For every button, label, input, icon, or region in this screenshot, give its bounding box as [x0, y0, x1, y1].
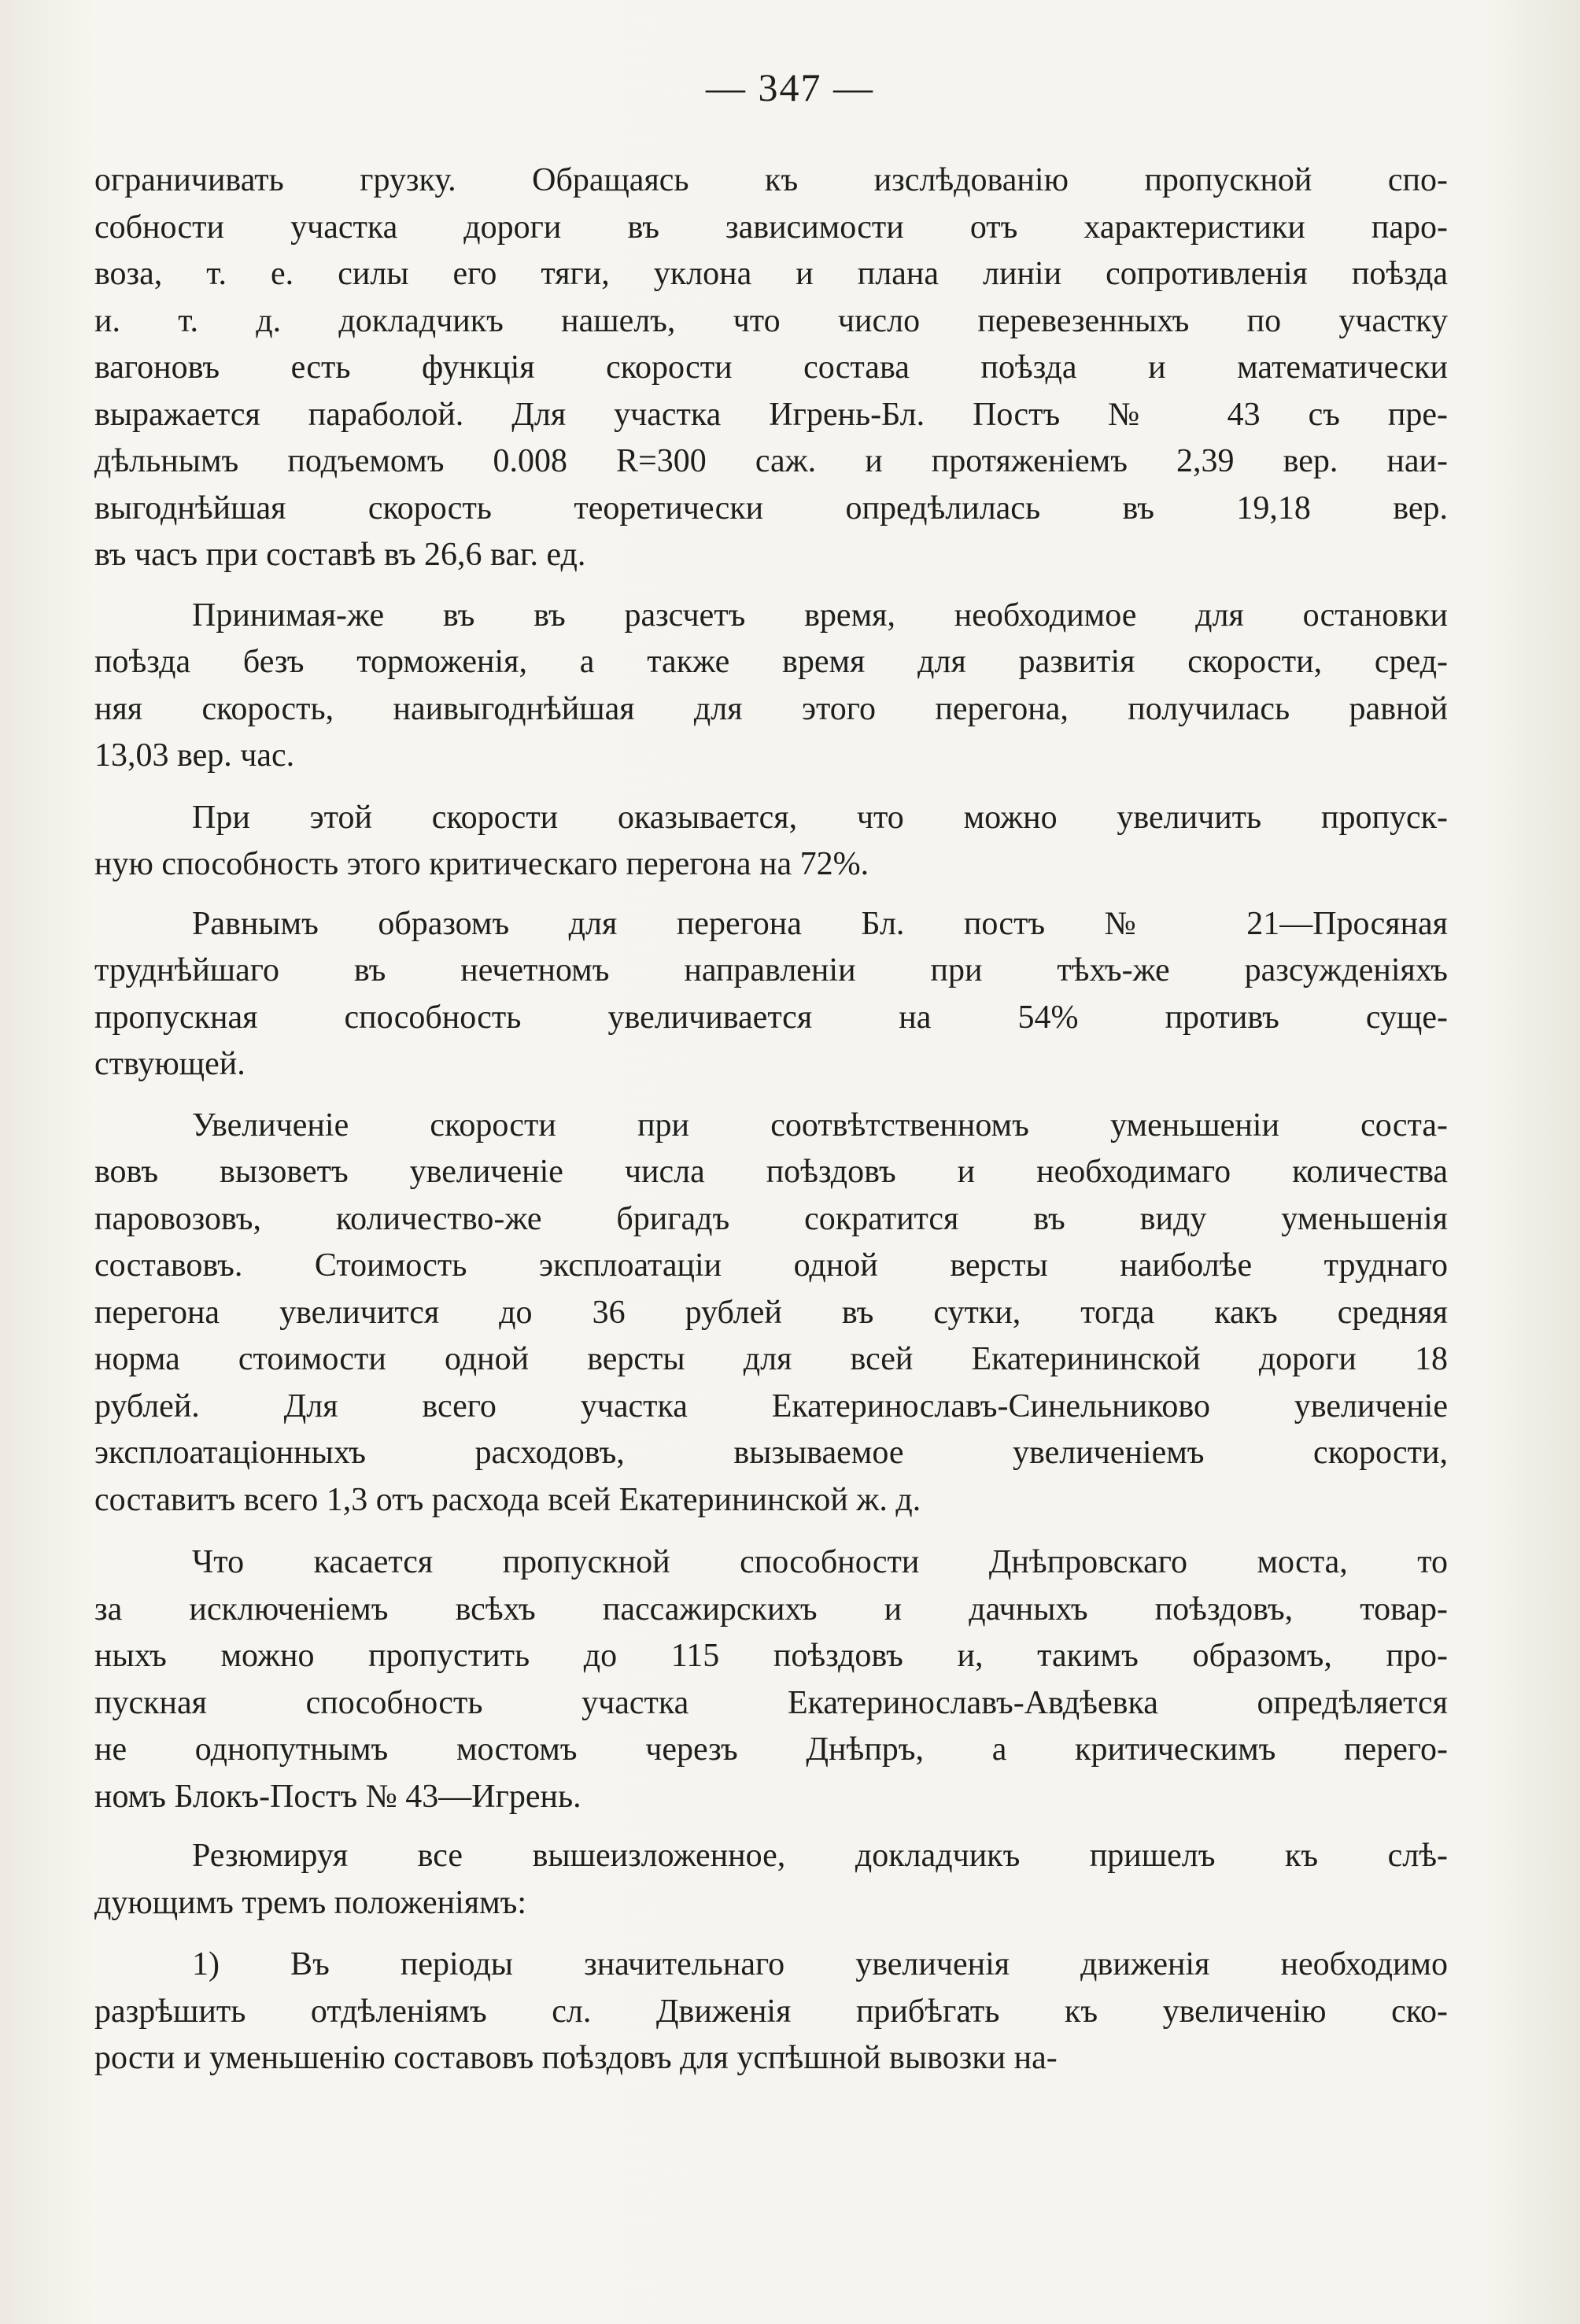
text-line: выражается параболой. Для участка Игрень-Бл. Постъ № 43 съ пре-	[94, 396, 1448, 433]
text-line: воза, т. е. силы его тяги, уклона и плана линіи сопротивленія поѣзда	[94, 256, 1448, 292]
page-text	[94, 157, 1448, 2082]
text-line: въ часъ при составѣ въ 26,6 ваг. ед.	[94, 537, 586, 573]
paragraph-6	[94, 1539, 1448, 1820]
text-line: номъ Блокъ-Постъ № 43—Игрень.	[94, 1778, 581, 1815]
text-line: Резюмируя все вышеизложенное, докладчикъ пришелъ къ слѣ-	[192, 1838, 1448, 1874]
paragraph-3	[94, 795, 1448, 889]
text-line: При этой скорости оказывается, что можно увеличить пропуск-	[192, 799, 1448, 836]
text-line: Что касается пропускной способности Днѣпровскаго моста, то	[192, 1544, 1448, 1580]
text-line: Равнымъ образомъ для перегона Бл. постъ № 21—Просяная	[192, 905, 1448, 942]
text-line: и. т. д. докладчикъ нашелъ, что число перевезенныхъ по участку	[94, 302, 1448, 339]
text-line: ствующей.	[94, 1046, 245, 1082]
text-line: 13,03 вер. час.	[94, 737, 295, 774]
text-line: выгоднѣйшая скорость теоретически опредѣлилась въ 19,18 вер.	[94, 490, 1448, 527]
text-line: собности участка дороги въ зависимости отъ характеристики паро-	[94, 209, 1448, 246]
text-line: пропускная способность увеличивается на 54% противъ суще-	[94, 999, 1448, 1036]
text-line: рости и уменьшенію составовъ поѣздовъ для успѣшной вывозки на-	[94, 2040, 1058, 2076]
text-line: 1) Въ періоды значительнаго увеличенія движенія необходимо	[192, 1946, 1448, 1982]
paragraph-4	[94, 901, 1448, 1088]
text-line: ныхъ можно пропустить до 115 поѣздовъ и, такимъ образомъ, про-	[94, 1638, 1448, 1674]
paragraph-7	[94, 1833, 1448, 1927]
text-line: Принимая-же въ въ разсчетъ время, необходимое для остановки	[192, 597, 1448, 634]
text-line: поѣзда безъ торможенія, а также время для развитія скорости, сред-	[94, 644, 1448, 680]
text-line: составовъ. Стоимость эксплоатаціи одной версты наиболѣе труднаго	[94, 1247, 1448, 1284]
text-line: эксплоатаціонныхъ расходовъ, вызываемое увеличеніемъ скорости,	[94, 1435, 1448, 1471]
text-line: рублей. Для всего участка Екатеринославъ-Синельниково увеличеніе	[94, 1387, 1448, 1424]
paragraph-1	[94, 157, 1448, 579]
text-line: разрѣшить отдѣленіямъ сл. Движенія прибѣгать къ увеличенію ско-	[94, 1993, 1448, 2030]
text-line: не однопутнымъ мостомъ черезъ Днѣпръ, а критическимъ перего-	[94, 1731, 1448, 1768]
page-number: — 347 —	[706, 65, 874, 109]
text-line: перегона увеличится до 36 рублей въ сутки, тогда какъ средняя	[94, 1294, 1448, 1331]
text-line: за исключеніемъ всѣхъ пассажирскихъ и дачныхъ поѣздовъ, товар-	[94, 1591, 1448, 1628]
text-line: дующимъ тремъ положеніямъ:	[94, 1884, 527, 1921]
paragraph-8	[94, 1942, 1448, 2082]
text-line: дѣльнымъ подъемомъ 0.008 R=300 саж. и протяженіемъ 2,39 вер. наи-	[94, 443, 1448, 479]
text-line: составитъ всего 1,3 отъ расхода всей Екатерининской ж. д.	[94, 1481, 921, 1518]
text-line: пускная способность участка Екатеринославъ-Авдѣевка опредѣляется	[94, 1684, 1448, 1721]
text-line: вагоновъ есть функція скорости состава поѣзда и математически	[94, 349, 1448, 386]
text-line: труднѣйшаго въ нечетномъ направленіи при тѣхъ-же разсужденіяхъ	[94, 952, 1448, 988]
text-line: вовъ вызоветъ увеличеніе числа поѣздовъ и необходимаго количества	[94, 1154, 1448, 1190]
text-line: ограничивать грузку. Обращаясь къ изслѣдованію пропускной спо-	[94, 162, 1448, 198]
paragraph-2	[94, 593, 1448, 780]
text-line: Увеличеніе скорости при соотвѣтственномъ уменьшеніи соста-	[192, 1107, 1448, 1144]
text-line: норма стоимости одной версты для всей Екатерининской дороги 18	[94, 1341, 1448, 1377]
text-line: ную способность этого критическаго перегона на 72%.	[94, 846, 869, 882]
paragraph-5	[94, 1103, 1448, 1524]
text-line: паровозовъ, количество-же бригадъ сократится въ виду уменьшенія	[94, 1200, 1448, 1237]
text-line: няя скорость, наивыгоднѣйшая для этого перегона, получилась равной	[94, 690, 1448, 727]
